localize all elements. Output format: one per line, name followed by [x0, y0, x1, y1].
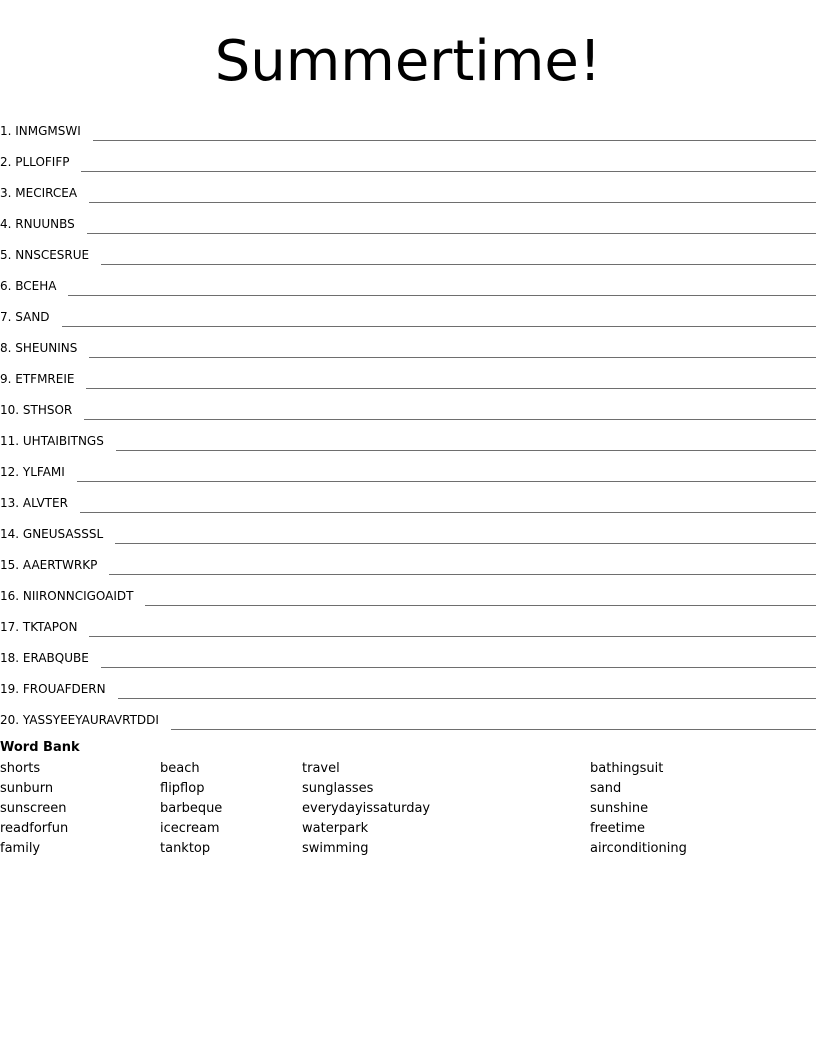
word-bank-grid: [0, 759, 816, 859]
word-bank-item: swimming: [302, 841, 369, 856]
puzzle-row: [0, 513, 816, 544]
answer-line[interactable]: [80, 511, 816, 513]
word-bank-item: airconditioning: [590, 841, 687, 856]
answer-line[interactable]: [77, 480, 816, 482]
puzzle-row: [0, 606, 816, 637]
answer-line[interactable]: [84, 418, 816, 420]
word-bank-column: [302, 759, 430, 859]
scrambled-word: 2. PLLOFIFP: [0, 155, 70, 169]
scrambled-word: 19. FROUAFDERN: [0, 682, 106, 696]
puzzle-row: [0, 451, 816, 482]
page-title: Summertime!: [214, 29, 602, 94]
scrambled-word: 8. SHEUNINS: [0, 341, 78, 355]
scrambled-word: 16. NIIRONNCIGOAIDT: [0, 589, 134, 603]
word-bank: [0, 739, 816, 859]
scrambled-word: 9. ETFMREIE: [0, 372, 75, 386]
word-bank-column: [0, 759, 68, 859]
scrambled-word: 14. GNEUSASSSL: [0, 527, 104, 541]
scrambled-word: 15. AAERTWRKP: [0, 558, 98, 572]
answer-line[interactable]: [101, 263, 816, 265]
puzzle-row: [0, 668, 816, 699]
word-bank-item: sand: [590, 781, 622, 796]
answer-line[interactable]: [118, 697, 816, 699]
answer-line[interactable]: [145, 604, 816, 606]
scrambled-word: 10. STHSOR: [0, 403, 73, 417]
scrambled-word: 12. YLFAMI: [0, 465, 65, 479]
answer-line[interactable]: [89, 635, 816, 637]
puzzle-row: [0, 575, 816, 606]
puzzle-row: [0, 420, 816, 451]
word-bank-item: barbeque: [160, 801, 223, 816]
word-bank-item: sunshine: [590, 801, 649, 816]
word-bank-item: shorts: [0, 761, 41, 776]
scrambled-word: 18. ERABQUBE: [0, 651, 89, 665]
scrambled-word: 4. RNUUNBS: [0, 217, 75, 231]
scrambled-word: 7. SAND: [0, 310, 50, 324]
puzzle-row: [0, 544, 816, 575]
scrambled-word: 13. ALVTER: [0, 496, 68, 510]
word-bank-item: waterpark: [302, 821, 369, 836]
scrambled-word: 5. NNSCESRUE: [0, 248, 90, 262]
scrambled-word: 20. YASSYEEYAURAVRTDDI: [0, 713, 159, 727]
puzzle-list: [0, 110, 816, 730]
word-bank-item: readforfun: [0, 821, 69, 836]
puzzle-row: [0, 358, 816, 389]
word-bank-item: icecream: [160, 821, 220, 836]
word-bank-heading: Word Bank: [0, 740, 80, 755]
answer-line[interactable]: [109, 573, 816, 575]
word-bank-item: tanktop: [160, 841, 211, 856]
word-bank-item: family: [0, 841, 41, 856]
answer-line[interactable]: [115, 542, 816, 544]
word-bank-item: flipflop: [160, 781, 205, 796]
puzzle-row: [0, 637, 816, 668]
puzzle-row: [0, 482, 816, 513]
puzzle-row: [0, 141, 816, 172]
word-bank-item: sunscreen: [0, 801, 67, 816]
answer-line[interactable]: [101, 666, 816, 668]
word-bank-item: travel: [302, 761, 340, 776]
answer-line[interactable]: [171, 728, 816, 730]
answer-line[interactable]: [93, 139, 816, 141]
answer-line[interactable]: [87, 232, 816, 234]
word-bank-item: sunglasses: [302, 781, 374, 796]
puzzle-row: [0, 327, 816, 358]
scrambled-word: 3. MECIRCEA: [0, 186, 78, 200]
puzzle-row: [0, 234, 816, 265]
word-bank-column: [590, 759, 687, 859]
puzzle-row: [0, 172, 816, 203]
word-bank-item: everydayissaturday: [302, 801, 431, 816]
answer-line[interactable]: [116, 449, 816, 451]
word-bank-item: sunburn: [0, 781, 54, 796]
scrambled-word: 17. TKTAPON: [0, 620, 78, 634]
answer-line[interactable]: [68, 294, 816, 296]
answer-line[interactable]: [81, 170, 816, 172]
answer-line[interactable]: [89, 201, 816, 203]
puzzle-row: [0, 296, 816, 327]
puzzle-row: [0, 110, 816, 141]
word-bank-item: beach: [160, 761, 200, 776]
puzzle-row: [0, 203, 816, 234]
answer-line[interactable]: [86, 387, 816, 389]
puzzle-row: [0, 699, 816, 730]
word-bank-item: bathingsuit: [590, 761, 664, 776]
puzzle-row: [0, 389, 816, 420]
answer-line[interactable]: [89, 356, 816, 358]
word-bank-item: freetime: [590, 821, 646, 836]
scrambled-word: 11. UHTAIBITNGS: [0, 434, 104, 448]
answer-line[interactable]: [62, 325, 816, 327]
scrambled-word: 6. BCEHA: [0, 279, 57, 293]
scrambled-word: 1. INMGMSWI: [0, 124, 81, 138]
puzzle-row: [0, 265, 816, 296]
word-bank-column: [160, 759, 222, 859]
